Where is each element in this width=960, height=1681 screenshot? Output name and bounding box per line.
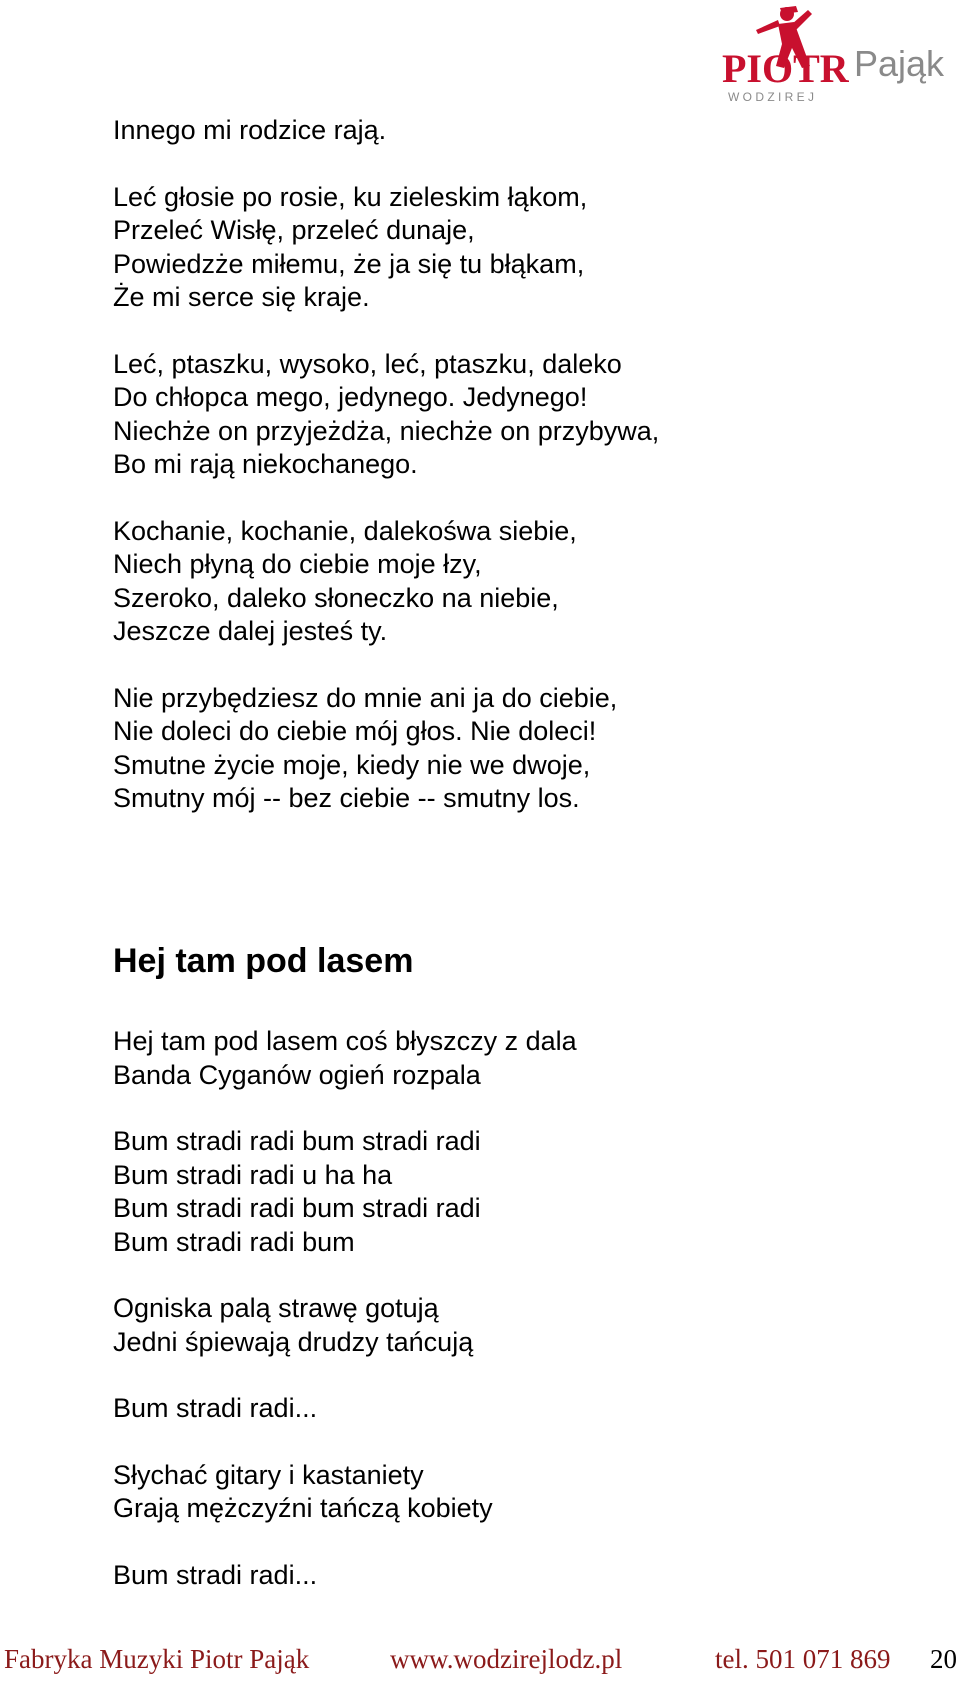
song-lyrics [113, 1025, 933, 1625]
lyric-line: Powiedzże miłemu, że ja się tu błąkam, [113, 248, 585, 279]
lyric-line: Bum stradi radi... [113, 1393, 318, 1423]
svg-text:PIOTR: PIOTR [722, 46, 849, 91]
lyric-line: Innego mi rodzice rają. [113, 115, 387, 145]
lyric-line: Leć głosie po rosie, ku zieleskim łąkom, [113, 181, 588, 212]
lyric-line: Ogniska palą strawę gotują [113, 1293, 439, 1323]
lyric-line: Grają mężczyźni tańczą kobiety [113, 1493, 493, 1523]
lyric-line: Słychać gitary i kastaniety [113, 1459, 424, 1490]
lyric-line: Kochanie, kochanie, dalekośwa siebie, [113, 515, 577, 546]
lyric-line: Leć, ptaszku, wysoko, leć, ptaszku, daleko [113, 348, 622, 379]
lyric-line: Bum stradi radi... [113, 1559, 318, 1590]
footer-phone: tel. 501 071 869 [715, 1644, 891, 1674]
page-footer [4, 1641, 956, 1677]
lyric-line: Bum stradi radi bum [113, 1226, 355, 1257]
lyric-line: Jeszcze dalej jesteś ty. [113, 616, 388, 646]
footer-company: Fabryka Muzyki Piotr Pająk [4, 1644, 310, 1674]
svg-text:W O D Z I R E J: W O D Z I R E J [728, 90, 814, 104]
dancer-logo-icon [722, 4, 958, 104]
lyric-line: Bum stradi radi bum stradi radi [113, 1126, 481, 1156]
stanza [113, 1392, 933, 1426]
lyric-line: Nie przybędziesz do mnie ani ja do ciebie, [113, 682, 618, 713]
lyric-line: Że mi serce się kraje. [113, 282, 370, 312]
lyric-line: Przeleć Wisłę, przeleć dunaje, [113, 215, 475, 245]
lyric-line: Nie doleci do ciebie mój głos. Nie doleci! [113, 716, 597, 746]
lyric-line: Bum stradi radi bum stradi radi [113, 1193, 481, 1223]
lyric-line: Do chłopca mego, jedynego. Jedynego! [113, 382, 588, 412]
page-number: 20 [930, 1644, 957, 1674]
lyric-line: Bum stradi radi u ha ha [113, 1159, 393, 1190]
lyric-line: Szeroko, daleko słoneczko na niebie, [113, 582, 559, 613]
poem-continuation [113, 114, 933, 849]
stanza [113, 114, 933, 148]
stanza [113, 1125, 933, 1259]
stanza [113, 1559, 933, 1593]
stanza [113, 1025, 933, 1092]
lyric-line: Bo mi rają niekochanego. [113, 449, 418, 479]
lyric-line: Smutny mój -- bez ciebie -- smutny los. [113, 783, 580, 813]
lyric-line: Niech płyną do ciebie moje łzy, [113, 549, 482, 579]
stanza [113, 515, 933, 649]
lyric-line: Banda Cyganów ogień rozpala [113, 1059, 481, 1090]
footer-website[interactable]: www.wodzirejlodz.pl [390, 1644, 623, 1674]
stanza [113, 1292, 933, 1359]
stanza [113, 682, 933, 816]
svg-text:Pająk: Pająk [854, 43, 945, 84]
song-title: Hej tam pod lasem [113, 942, 414, 980]
lyric-line: Niechże on przyjeżdża, niechże on przybywa, [113, 415, 660, 446]
lyric-line: Jedni śpiewają drudzy tańcują [113, 1326, 474, 1357]
stanza [113, 348, 933, 482]
stanza [113, 181, 933, 315]
lyric-line: Hej tam pod lasem coś błyszczy z dala [113, 1026, 577, 1056]
brand-logo [722, 4, 958, 104]
stanza [113, 1459, 933, 1526]
lyric-line: Smutne życie moje, kiedy nie we dwoje, [113, 749, 591, 780]
